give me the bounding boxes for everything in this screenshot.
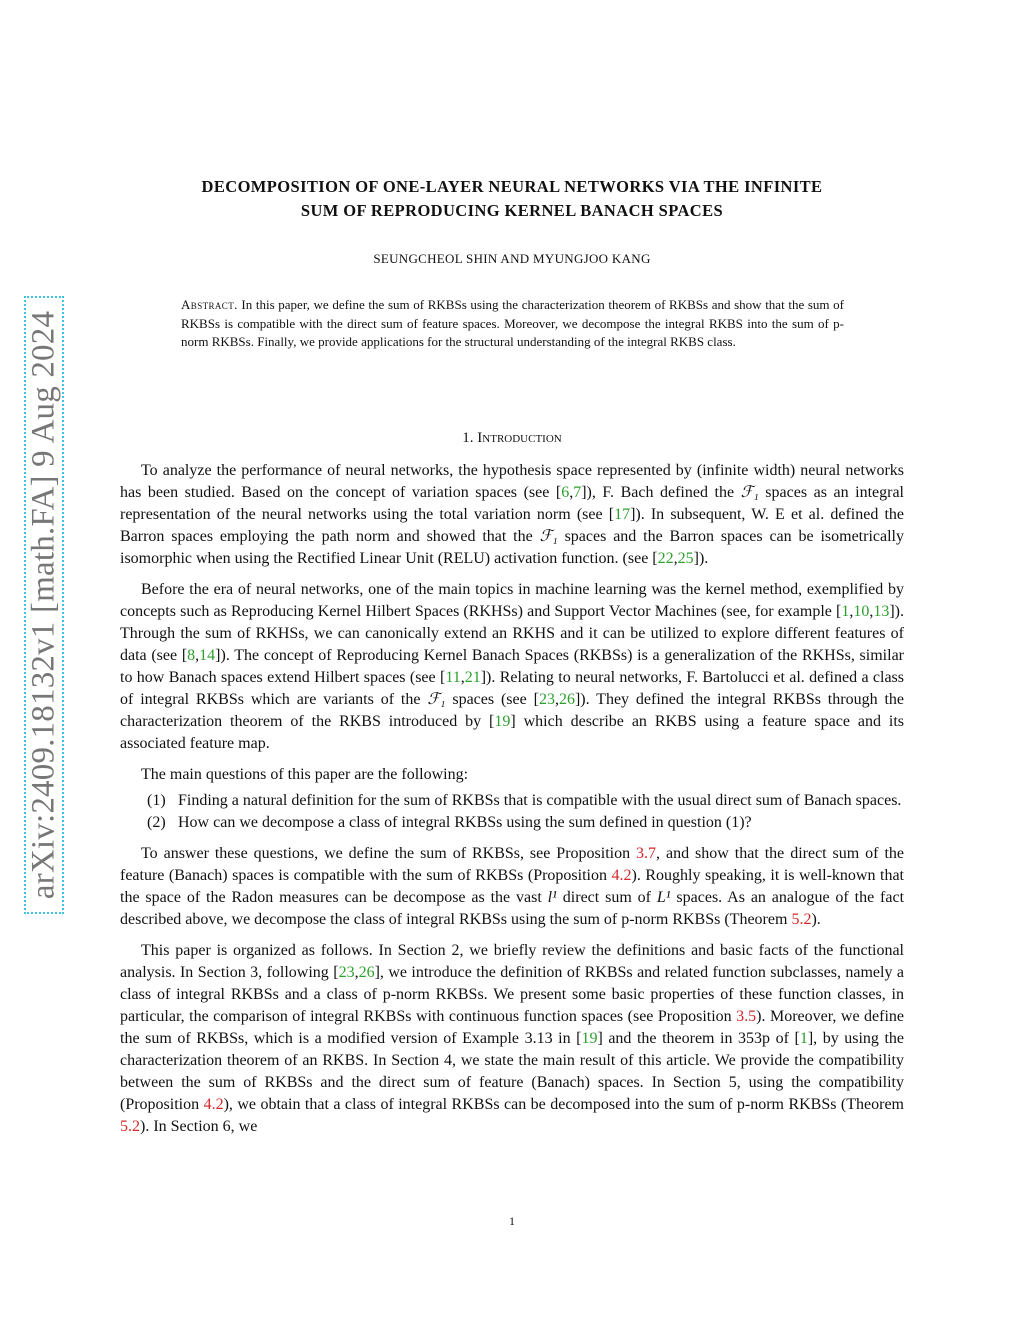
citation-link[interactable]: 13 xyxy=(873,603,890,620)
citation-link[interactable]: 21 xyxy=(464,669,481,686)
citation-link[interactable]: 25 xyxy=(677,550,694,567)
question-list xyxy=(120,790,904,834)
section-heading xyxy=(120,430,904,447)
question-item: (1) Finding a natural definition for the sum of RKBSs that is compatible with the usual direct sum of Banach spaces. xyxy=(120,790,904,812)
question-number: (2) xyxy=(147,814,166,831)
citation-link[interactable]: 19 xyxy=(581,1030,598,1047)
math-f1: ℱ₁ xyxy=(427,691,446,708)
arxiv-identifier-box xyxy=(24,296,64,914)
citation-link[interactable]: 23 xyxy=(338,964,355,981)
math-l1: l¹ xyxy=(547,889,557,906)
page-number: 1 xyxy=(509,1214,515,1228)
citation-link[interactable]: 7 xyxy=(573,484,582,501)
abstract xyxy=(181,296,844,352)
paper-body xyxy=(120,460,904,1147)
section-number: 1. xyxy=(462,430,474,446)
arxiv-identifier: arXiv:2409.18132v1 [math.FA] 9 Aug 2024 xyxy=(25,310,62,900)
citation-link[interactable]: 8 xyxy=(187,647,196,664)
question-number: (1) xyxy=(147,792,166,809)
abstract-text: In this paper, we define the sum of RKBSs using the characterization theorem of RKBSs and show that the sum of RKBSs is compatible with the direct sum of feature spaces. Moreover, we decompose the integral RKBS into the sum of p-norm RKBSs. Finally, we provide applications for the structural understanding of the integral RKBS class. xyxy=(181,297,844,350)
citation-link[interactable]: 26 xyxy=(358,964,375,981)
citation-link[interactable]: 17 xyxy=(614,506,631,523)
title-line-1: DECOMPOSITION OF ONE-LAYER NEURAL NETWORKS VIA THE INFINITE xyxy=(201,177,823,196)
paper-title xyxy=(120,175,904,223)
title-line-2: SUM OF REPRODUCING KERNEL BANACH SPACES xyxy=(300,201,724,220)
citation-link[interactable]: 19 xyxy=(494,713,511,730)
citation-link[interactable]: 1 xyxy=(841,603,850,620)
math-f1: ℱ₁ xyxy=(740,484,759,501)
paper-authors: SEUNGCHEOL SHIN AND MYUNGJOO KANG xyxy=(373,251,651,266)
citation-link[interactable]: 26 xyxy=(558,691,575,708)
citation-link[interactable]: 11 xyxy=(445,669,461,686)
paragraph-1: To analyze the performance of neural networks, the hypothesis space represented by (infinite width) neural networks has been studied. Based on the concept of variation spaces (see [6,7]), F. Bach defined the ℱ₁ spaces as an integral representation of the neural networks using the total variation norm (see [17]). In subsequent, W. E et al. defined the Barron spaces employing the path norm and showed that the ℱ₁ spaces and the Barron spaces can be isometrically isomorphic when using the Rectified Linear Unit (RELU) activation function. (see [22,25]). xyxy=(120,462,905,567)
math-f1: ℱ₁ xyxy=(539,528,558,545)
paragraph-4: To answer these questions, we define the sum of RKBSs, see Proposition 3.7, and show that the direct sum of the feature (Banach) spaces is compatible with the sum of RKBSs (Proposition 4.2). Roughly speaking, it is well-known that the space of the Radon measures can be decompose as the vast l¹ direct sum of L¹ spaces. As an analogue of the fact described above, we decompose the class of integral RKBSs using the sum of p-norm RKBSs (Theorem 5.2). xyxy=(120,845,905,928)
citation-link[interactable]: 22 xyxy=(657,550,674,567)
section-title: Introduction xyxy=(477,430,562,446)
reference-link[interactable]: 3.7 xyxy=(636,845,657,862)
math-L1: L¹ xyxy=(656,889,671,906)
paragraph-2: Before the era of neural networks, one of the main topics in machine learning was the kernel method, exemplified by concepts such as Reproducing Kernel Hilbert Spaces (RKHSs) and Support Vector Machines (see, for example [1,10,13]). Through the sum of RKHSs, we can canonically extend an RKHS and it can be utilized to explore different features of data (see [8,14]). The concept of Reproducing Kernel Banach Spaces (RKBSs) is a generalization of the RKHSs, similar to how Banach spaces extend Hilbert spaces (see [11,21]). Relating to neural networks, F. Bartolucci et al. defined a class of integral RKBSs which are variants of the ℱ₁ spaces (see [23,26]). They defined the integral RKBSs through the characterization theorem of the RKBS introduced by [19] which describe an RKBS using a feature space and its associated feature map. xyxy=(120,581,905,752)
abstract-label: Abstract. xyxy=(181,297,238,312)
reference-link[interactable]: 5.2 xyxy=(120,1118,140,1135)
question-item: (2) How can we decompose a class of integral RKBSs using the sum defined in question (1)? xyxy=(120,812,904,834)
questions-intro: The main questions of this paper are the following: xyxy=(141,766,469,783)
paragraph-5: This paper is organized as follows. In Section 2, we briefly review the definitions and basic facts of the functional analysis. In Section 3, following [23,26], we introduce the definition of RKBSs and related function subclasses, namely a class of integral RKBSs and a class of p-norm RKBSs. We present some basic properties of these function classes, in particular, the comparison of integral RKBSs with continuous function spaces (see Proposition 3.5). Moreover, we define the sum of RKBSs, which is a modified version of Example 3.13 in [19] and the theorem in 353p of [1], by using the characterization theorem of an RKBS. In Section 4, we state the main result of this article. We provide the compatibility between the sum of RKBSs and the direct sum of feature (Banach) spaces. In Section 5, using the compatibility (Proposition 4.2), we obtain that a class of integral RKBSs can be decomposed into the sum of p-norm RKBSs (Theorem 5.2). In Section 6, we xyxy=(120,942,905,1135)
reference-link[interactable]: 4.2 xyxy=(611,867,632,884)
citation-link[interactable]: 14 xyxy=(199,647,216,664)
reference-link[interactable]: 5.2 xyxy=(791,911,812,928)
citation-link[interactable]: 23 xyxy=(538,691,555,708)
reference-link[interactable]: 3.5 xyxy=(736,1008,757,1025)
citation-link[interactable]: 6 xyxy=(561,484,570,501)
citation-link[interactable]: 10 xyxy=(853,603,870,620)
reference-link[interactable]: 4.2 xyxy=(203,1096,224,1113)
citation-link[interactable]: 1 xyxy=(799,1030,808,1047)
